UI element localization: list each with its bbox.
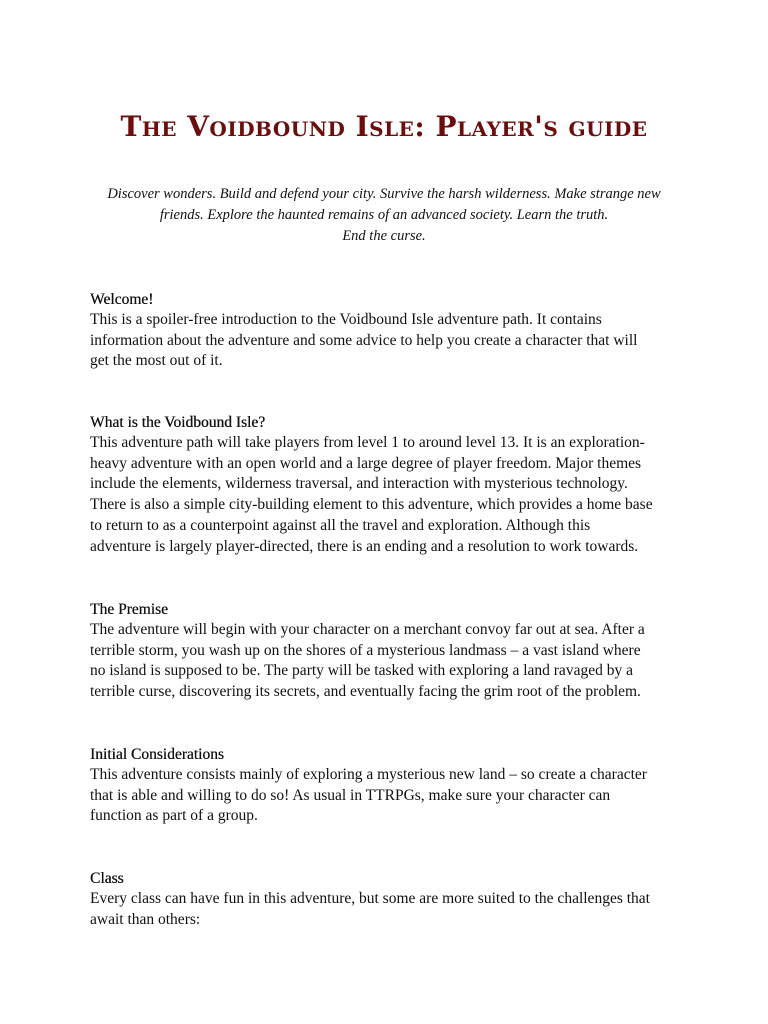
tagline-line: End the curse.: [342, 228, 426, 244]
body-line: Every class can have fun in this adventure, but some are more suited to the challenges that: [90, 890, 650, 907]
tagline-line: friends. Explore the haunted remains of an advanced society. Learn the truth.: [159, 207, 609, 223]
body-line: information about the adventure and some advice to help you create a character that will: [90, 331, 638, 349]
body-line: adventure is largely player-directed, there is an ending and a resolution to work towards.: [90, 537, 639, 555]
body-line: This adventure consists mainly of exploring a mysterious new land – so create a character: [90, 766, 647, 783]
body-line: The adventure will begin with your character on a merchant convoy far out at sea. After a: [90, 621, 645, 638]
section-heading: Initial Considerations: [90, 746, 224, 763]
body-line: that is able and willing to do so! As usual in TTRPGs, make sure your character can: [90, 786, 611, 804]
section-heading: The Premise: [90, 601, 168, 618]
body-line: include the elements, wilderness traversal, and interaction with mysterious technology.: [90, 475, 628, 493]
section-what-is: [90, 412, 690, 557]
section-body: [90, 433, 690, 557]
body-line: get the most out of it.: [90, 352, 223, 370]
section-premise: [90, 599, 690, 703]
document-title: The Voidbound Isle: Player's guide: [120, 110, 648, 143]
section-body: [90, 620, 690, 703]
body-line: terrible storm, you wash up on the shores of a mysterious landmass – a vast island where: [90, 641, 641, 659]
section-welcome: [90, 289, 690, 372]
body-line: There is also a simple city-building element to this adventure, which provides a home base: [90, 496, 653, 514]
body-line: heavy adventure with an open world and a large degree of player freedom. Major themes: [90, 454, 642, 472]
body-line: to return to as a counterpoint against all the travel and exploration. Although this: [90, 516, 591, 534]
body-line: no island is supposed to be. The party will be tasked with exploring a land ravaged by a: [90, 662, 633, 680]
body-line: This is a spoiler-free introduction to the Voidbound Isle adventure path. It contains: [90, 311, 602, 328]
section-class: [90, 868, 690, 930]
section-heading: Welcome!: [90, 291, 154, 308]
section-heading: What is the Voidbound Isle?: [90, 414, 266, 431]
tagline-line: Discover wonders. Build and defend your city. Survive the harsh wilderness. Make strange new: [107, 186, 661, 202]
section-heading: Class: [90, 870, 124, 887]
section-body: [90, 889, 690, 930]
body-line: This adventure path will take players from level 1 to around level 13. It is an exploration-: [90, 434, 645, 451]
section-initial-considerations: [90, 744, 690, 827]
body-line: function as part of a group.: [90, 807, 258, 825]
tagline: [84, 184, 684, 247]
section-body: [90, 765, 690, 827]
section-body: [90, 310, 690, 372]
body-line: terrible curse, discovering its secrets, and eventually facing the grim root of the problem.: [90, 683, 641, 701]
body-line: await than others:: [90, 910, 201, 928]
